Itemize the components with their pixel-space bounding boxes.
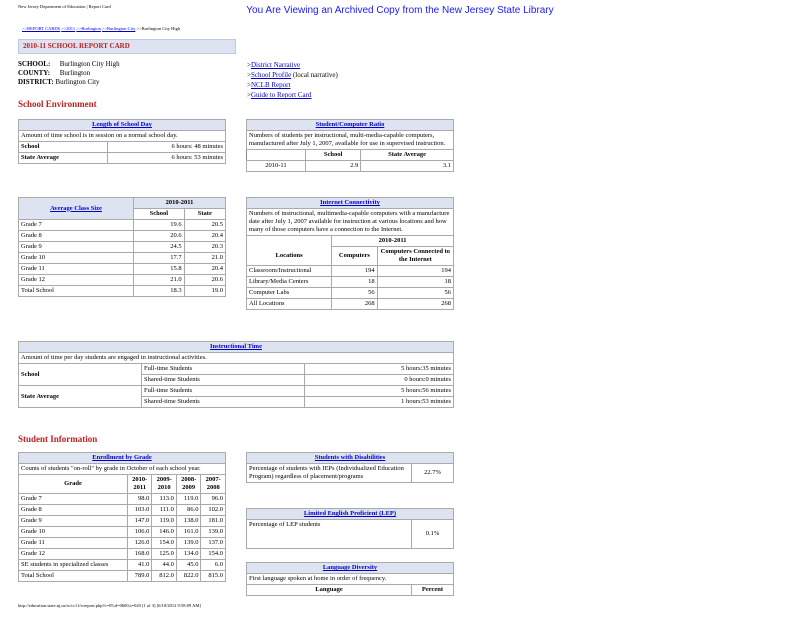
row-count: 138.0 xyxy=(176,516,201,527)
internet-year: 2010-2011 xyxy=(332,236,454,247)
language-desc: First language spoken at home in order of frequency. xyxy=(247,574,454,585)
row-count: 168.0 xyxy=(128,549,152,560)
row-state: 20.5 xyxy=(184,220,225,231)
row-label: Grade 11 xyxy=(19,264,134,275)
row-count: 6.0 xyxy=(201,560,226,571)
county-name: Burlington xyxy=(59,69,91,77)
row-school: 18.3 xyxy=(134,286,185,297)
table-row xyxy=(19,242,226,253)
link-prefix: > xyxy=(247,91,251,99)
row-connected: 56 xyxy=(377,288,453,299)
table-row xyxy=(19,538,226,549)
row-grade: Grade 8 xyxy=(19,505,128,516)
row-connected: 18 xyxy=(377,277,453,288)
table-row xyxy=(19,142,226,153)
page-header-title: New Jersey Department of Education | Report Card xyxy=(18,4,111,9)
length-of-day-header xyxy=(19,120,226,131)
col-state: State xyxy=(184,209,225,220)
col-connected: Computers Connected to the Internet xyxy=(377,247,453,266)
lep-desc: Percentage of LEP students xyxy=(247,520,412,549)
disabilities-table xyxy=(246,452,454,483)
row-type: Shared-time Students xyxy=(142,375,305,386)
row-state: 21.0 xyxy=(184,253,225,264)
table-row xyxy=(19,231,226,242)
row-count: 812.0 xyxy=(152,571,177,582)
row-label: School xyxy=(19,142,108,153)
row-count: 161.0 xyxy=(176,527,201,538)
report-links xyxy=(247,60,338,100)
instructional-time-title[interactable]: Instructional Time xyxy=(210,343,262,350)
county-label: COUNTY: xyxy=(18,69,51,77)
table-row xyxy=(19,571,226,582)
col-year: 2009-2010 xyxy=(152,475,177,494)
row-value: 6 hours: 53 minutes xyxy=(108,153,226,164)
row-count: 139.0 xyxy=(201,527,226,538)
district-label: DISTRICT: xyxy=(18,78,54,86)
link-prefix: > xyxy=(247,61,251,69)
row-type: Shared-time Students xyxy=(142,397,305,408)
table-row xyxy=(19,220,226,231)
section-school-environment: School Environment xyxy=(18,99,97,109)
row-count: 111.0 xyxy=(152,505,177,516)
row-grade: Total School xyxy=(19,571,128,582)
col-state: State Average xyxy=(361,150,454,161)
row-connected: 194 xyxy=(377,266,453,277)
breadcrumb-report-cards[interactable]: >>REPORT CARDS xyxy=(22,26,61,31)
table-row xyxy=(19,560,226,571)
row-label: Grade 10 xyxy=(19,253,134,264)
guide-link[interactable]: Guide to Report Card xyxy=(250,91,312,99)
row-grade: SE students in specialized classes xyxy=(19,560,128,571)
class-size-title[interactable]: Average Class Size xyxy=(50,204,102,212)
col-school: School xyxy=(305,150,360,161)
row-count: 126.0 xyxy=(128,538,152,549)
disabilities-title[interactable]: Students with Disabilities xyxy=(314,454,386,461)
row-type: Full-time Students xyxy=(142,386,305,397)
row-count: 119.0 xyxy=(176,494,201,505)
row-count: 103.0 xyxy=(128,505,152,516)
col-year: 2008-2009 xyxy=(176,475,201,494)
length-of-day-desc: Amount of time school is in session on a normal school day. xyxy=(19,131,226,142)
row-state: 20.4 xyxy=(184,264,225,275)
enrollment-desc: Counts of students "on-roll" by grade in October of each school year. xyxy=(19,464,226,475)
row-school: 20.6 xyxy=(134,231,185,242)
row-count: 134.0 xyxy=(176,549,201,560)
row-state: 3.1 xyxy=(361,161,454,172)
row-value: 1 hours:53 minutes xyxy=(305,397,454,408)
row-count: 146.0 xyxy=(152,527,177,538)
breadcrumb-2011[interactable]: >>2011 xyxy=(61,26,76,31)
section-student-information: Student Information xyxy=(18,434,98,444)
page-footer-url: http://education.state.nj.us/rc/rc11/rcreport.php?c=05;d=0600;s=020 (1 of 3) [6/18/2012 9:58:09 AM] xyxy=(18,603,201,608)
row-school: 21.0 xyxy=(134,275,185,286)
table-row xyxy=(19,286,226,297)
row-count: 98.0 xyxy=(128,494,152,505)
row-count: 139.0 xyxy=(176,538,201,549)
class-size-table xyxy=(18,197,226,297)
col-percent: Percent xyxy=(412,585,454,596)
col-year: 2007-2008 xyxy=(201,475,226,494)
col-language: Language xyxy=(247,585,412,596)
row-count: 815.0 xyxy=(201,571,226,582)
table-row xyxy=(19,494,226,505)
row-grade: Grade 10 xyxy=(19,527,128,538)
row-type: Full-time Students xyxy=(142,364,305,375)
col-locations: Locations xyxy=(247,247,332,266)
row-count: 154.0 xyxy=(152,538,177,549)
language-header xyxy=(247,563,454,574)
row-count: 41.0 xyxy=(128,560,152,571)
internet-desc: Numbers of instructional, multimedia-capable computers with a manufacture date after July 1, 2007 available for instruction at various locations and how many of those computers have a connection to the Internet. xyxy=(247,209,454,236)
row-count: 113.0 xyxy=(152,494,177,505)
row-count: 147.0 xyxy=(128,516,152,527)
table-row xyxy=(19,527,226,538)
table-row xyxy=(19,549,226,560)
row-count: 86.0 xyxy=(176,505,201,516)
row-year: 2010-11 xyxy=(247,161,306,172)
school-name: Burlington City High xyxy=(59,60,120,68)
row-value: 5 hours:35 minutes xyxy=(305,364,454,375)
table-row xyxy=(247,277,454,288)
row-state: 20.4 xyxy=(184,231,225,242)
row-state: 20.6 xyxy=(184,275,225,286)
row-computers: 268 xyxy=(332,299,378,310)
row-school: 17.7 xyxy=(134,253,185,264)
instructional-time-header xyxy=(19,342,454,353)
row-label: Grade 7 xyxy=(19,220,134,231)
report-title: 2010-11 SCHOOL REPORT CARD xyxy=(18,39,236,54)
row-school: 24.5 xyxy=(134,242,185,253)
row-computers: 18 xyxy=(332,277,378,288)
row-label: State Average xyxy=(19,153,108,164)
row-count: 154.0 xyxy=(201,549,226,560)
row-count: 125.0 xyxy=(152,549,177,560)
row-count: 96.0 xyxy=(201,494,226,505)
table-row xyxy=(247,288,454,299)
table-row xyxy=(19,264,226,275)
row-count: 181.0 xyxy=(201,516,226,527)
col-year: 2010-2011 xyxy=(128,475,152,494)
row-location: Classroom/Instructional xyxy=(247,266,332,277)
class-size-header xyxy=(19,198,134,220)
col-computers: Computers xyxy=(332,247,378,266)
row-count: 102.0 xyxy=(201,505,226,516)
row-grade: Grade 11 xyxy=(19,538,128,549)
breadcrumb-current: >>Burlington City High xyxy=(136,26,181,31)
enrollment-header xyxy=(19,453,226,464)
link-prefix: > xyxy=(247,71,251,79)
table-row xyxy=(19,275,226,286)
disabilities-desc: Percentage of students with IEPs (Individualized Education Program) regardless of placement/programs xyxy=(247,464,412,483)
language-title[interactable]: Language Diversity xyxy=(322,564,378,571)
row-state: 20.3 xyxy=(184,242,225,253)
language-table xyxy=(246,562,454,596)
row-count: 137.0 xyxy=(201,538,226,549)
lep-table xyxy=(246,508,454,549)
nclb-report-link[interactable]: NCLB Report xyxy=(250,81,291,89)
row-label: Total School xyxy=(19,286,134,297)
link-prefix: > xyxy=(247,81,251,89)
row-value: 0 hours:0 minutes xyxy=(305,375,454,386)
row-computers: 56 xyxy=(332,288,378,299)
table-row xyxy=(247,299,454,310)
archive-banner: You Are Viewing an Archived Copy from the New Jersey State Library xyxy=(246,5,554,16)
row-count: 119.0 xyxy=(152,516,177,527)
row-grade: Grade 7 xyxy=(19,494,128,505)
row-group-school: School xyxy=(19,364,142,386)
disabilities-header xyxy=(247,453,454,464)
row-value: 6 hours: 48 minutes xyxy=(108,142,226,153)
row-location: Computer Labs xyxy=(247,288,332,299)
table-row xyxy=(247,266,454,277)
lep-header xyxy=(247,509,454,520)
length-of-day-title[interactable]: Length of School Day xyxy=(92,121,152,128)
row-grade: Grade 9 xyxy=(19,516,128,527)
row-count: 822.0 xyxy=(176,571,201,582)
row-grade: Grade 12 xyxy=(19,549,128,560)
lep-value: 0.1% xyxy=(412,520,454,549)
breadcrumb-county[interactable]: >>Burlington xyxy=(76,26,101,31)
class-size-year: 2010-2011 xyxy=(134,198,226,209)
length-of-day-table xyxy=(18,119,226,164)
lep-title[interactable]: Limited English Proficient (LEP) xyxy=(303,510,397,517)
row-group-state: State Average xyxy=(19,386,142,408)
table-row xyxy=(19,505,226,516)
table-row xyxy=(19,253,226,264)
row-count: 106.0 xyxy=(128,527,152,538)
row-label: Grade 9 xyxy=(19,242,134,253)
row-label: Grade 8 xyxy=(19,231,134,242)
breadcrumb-district[interactable]: >>Burlington City xyxy=(101,26,136,31)
table-row xyxy=(19,364,454,375)
row-count: 44.0 xyxy=(152,560,177,571)
table-row xyxy=(247,161,454,172)
row-connected: 268 xyxy=(377,299,453,310)
student-computer-table xyxy=(246,119,454,172)
table-row xyxy=(19,153,226,164)
table-row xyxy=(19,386,454,397)
school-identification xyxy=(18,60,120,87)
instructional-time-desc: Amount of time per day students are engaged in instructional activities. xyxy=(19,353,454,364)
row-label: Grade 12 xyxy=(19,275,134,286)
instructional-time-table xyxy=(18,341,454,408)
school-label: SCHOOL: xyxy=(18,60,51,68)
internet-header xyxy=(247,198,454,209)
student-computer-title[interactable]: Student/Computer Ratio xyxy=(315,121,385,128)
internet-table xyxy=(246,197,454,310)
internet-title[interactable]: Internet Connectivity xyxy=(320,199,380,206)
breadcrumb xyxy=(22,26,180,31)
enrollment-table xyxy=(18,452,226,582)
row-count: 45.0 xyxy=(176,560,201,571)
col-grade: Grade xyxy=(19,475,128,494)
row-count: 789.0 xyxy=(128,571,152,582)
link-suffix: (local narrative) xyxy=(291,71,338,79)
student-computer-header xyxy=(247,120,454,131)
table-row xyxy=(19,516,226,527)
student-computer-desc: Numbers of students per instructional, multi-media-capable computers, manufactured after July 1, 2007, available for use in supervised instruction. xyxy=(247,131,454,150)
school-profile-link[interactable]: School Profile xyxy=(250,71,292,79)
row-state: 19.0 xyxy=(184,286,225,297)
row-school: 15.8 xyxy=(134,264,185,275)
row-school: 19.6 xyxy=(134,220,185,231)
row-school: 2.9 xyxy=(305,161,360,172)
row-location: All Locations xyxy=(247,299,332,310)
disabilities-value: 22.7% xyxy=(412,464,454,483)
district-name: Burlington City xyxy=(55,78,100,86)
row-location: Library/Media Centers xyxy=(247,277,332,288)
district-narrative-link[interactable]: District Narrative xyxy=(250,61,301,69)
row-value: 5 hours:56 minutes xyxy=(305,386,454,397)
col-school: School xyxy=(134,209,185,220)
row-computers: 194 xyxy=(332,266,378,277)
enrollment-title[interactable]: Enrollment by Grade xyxy=(92,454,152,461)
